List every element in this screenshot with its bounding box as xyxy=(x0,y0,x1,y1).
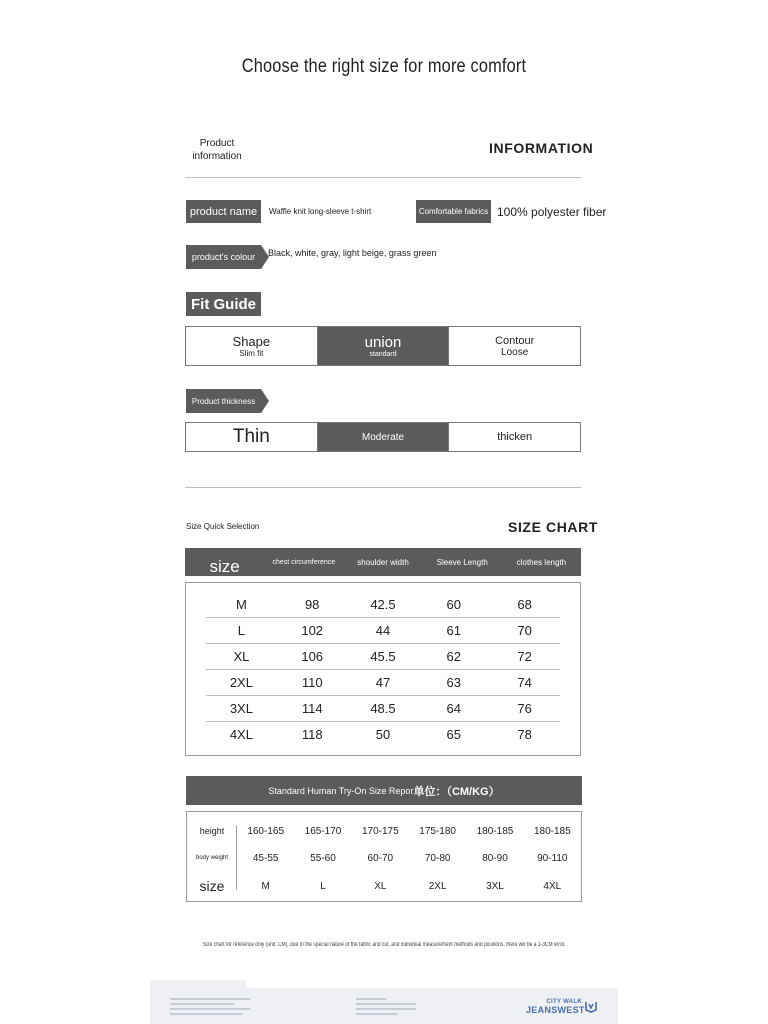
fit-cell-sub: Loose xyxy=(501,346,529,358)
fit-cell-sub: Slim fit xyxy=(239,349,264,358)
weight-value: 45-55 xyxy=(252,852,279,864)
footer-fineprint xyxy=(170,998,250,1015)
information-heading: INFORMATION xyxy=(489,140,594,156)
cell-size: L xyxy=(237,622,246,638)
fabric-tag: Comfortable fabrics xyxy=(416,200,491,223)
cell-size: 4XL xyxy=(229,726,253,742)
product-name-value: Waffle knit long-sleeve t-shirt xyxy=(269,207,372,216)
table-row xyxy=(206,669,560,696)
weight-value: 55-60 xyxy=(310,852,336,864)
header-sleeve: Sleeve Length xyxy=(436,557,488,567)
height-value: 175-180 xyxy=(419,825,456,837)
fit-cell-main: Shape xyxy=(232,334,271,349)
tryon-row-height xyxy=(187,822,581,840)
product-information-label: Product information xyxy=(192,138,242,162)
header-size: size xyxy=(209,556,240,576)
divider xyxy=(185,487,581,488)
thickness-box xyxy=(185,422,581,452)
cell-chest: 118 xyxy=(301,726,323,742)
footer-fineprint xyxy=(356,998,416,1015)
size-value: XL xyxy=(374,880,387,892)
fit-cell-main: Contour xyxy=(495,334,535,347)
fit-guide-tag: Fit Guide xyxy=(186,292,261,316)
brand-top: CITY WALK xyxy=(546,999,582,1005)
height-value: 180-185 xyxy=(533,825,571,837)
cell-size: 3XL xyxy=(229,700,253,716)
fit-cell-shape xyxy=(186,327,318,365)
size-value: 4XL xyxy=(543,880,562,892)
cell-sleeve: 63 xyxy=(446,674,462,690)
header-length: clothes length xyxy=(516,557,567,567)
table-row xyxy=(206,695,560,722)
header-shoulder: shoulder width xyxy=(357,557,409,567)
size-chart-heading: SIZE CHART xyxy=(508,519,598,535)
disclaimer-text: Size chart for reference only (unit: CM), due to the special nature of the fabric and cut, and individual measurement methods and positions, there will be a 1-3CM error. xyxy=(202,942,566,948)
cell-size: 2XL xyxy=(229,674,253,690)
cell-shoulder: 44 xyxy=(375,622,391,638)
footer-logo xyxy=(526,999,585,1015)
table-row xyxy=(206,617,560,644)
brand-main: JEANSWEST xyxy=(526,1005,585,1015)
size-table-header xyxy=(185,548,581,576)
height-value: 180-185 xyxy=(476,825,514,837)
thickness-thin: Thin xyxy=(186,423,318,451)
brand-mark-icon xyxy=(584,1000,598,1019)
cell-length: 70 xyxy=(517,622,532,638)
cell-sleeve: 64 xyxy=(446,700,462,716)
table-row xyxy=(206,643,560,670)
divider xyxy=(185,177,581,178)
height-label: height xyxy=(199,826,225,836)
cell-chest: 114 xyxy=(301,700,323,716)
cell-shoulder: 45.5 xyxy=(370,648,396,664)
height-value: 165-170 xyxy=(304,825,342,837)
fit-cell-sub: standard xyxy=(369,351,397,358)
tryon-title: Standard Human Try-On Size Repor xyxy=(268,785,414,796)
cell-chest: 106 xyxy=(301,648,324,664)
height-value: 160-165 xyxy=(247,825,285,837)
cell-sleeve: 60 xyxy=(446,596,462,612)
cell-shoulder: 42.5 xyxy=(370,596,396,612)
cell-sleeve: 62 xyxy=(446,648,462,664)
cell-length: 72 xyxy=(517,648,532,664)
header-chest: chest circumference xyxy=(272,558,336,566)
fabric-value: 100% polyester fiber xyxy=(497,205,607,219)
thickness-moderate: Moderate xyxy=(318,423,450,451)
page-title: Choose the right size for more comfort xyxy=(241,56,527,77)
cell-chest: 98 xyxy=(304,596,320,612)
size-value: 2XL xyxy=(428,880,447,892)
height-value: 170-175 xyxy=(361,825,399,837)
tryon-unit: 单位：（CM/KG） xyxy=(413,785,500,798)
cell-shoulder: 48.5 xyxy=(370,700,396,716)
fit-cell-union xyxy=(318,327,450,365)
weight-value: 80-90 xyxy=(482,852,508,864)
fit-cell-contour xyxy=(449,327,580,365)
disclaimer-wrap xyxy=(0,933,768,951)
table-row xyxy=(206,721,560,747)
tryon-report-bar xyxy=(186,776,582,805)
weight-value: 60-70 xyxy=(367,852,394,864)
cell-length: 78 xyxy=(517,726,532,742)
cell-sleeve: 61 xyxy=(446,622,462,638)
footer-tab xyxy=(150,980,246,990)
tryon-row-size xyxy=(187,876,581,896)
product-name-tag: product name xyxy=(186,200,261,223)
size-label: size xyxy=(199,878,225,894)
size-value: 3XL xyxy=(486,880,504,892)
product-colour-value: Black, white, gray, light beige, grass green xyxy=(268,248,437,258)
cell-length: 74 xyxy=(517,674,532,690)
cell-shoulder: 50 xyxy=(375,726,391,742)
thickness-thicken: thicken xyxy=(497,431,533,443)
cell-size: M xyxy=(235,596,247,612)
cell-length: 68 xyxy=(517,596,532,612)
product-colour-tag: product's colour xyxy=(186,245,261,269)
fit-guide-box xyxy=(185,326,581,366)
table-row xyxy=(206,591,560,618)
weight-label: body weight xyxy=(195,855,229,861)
cell-sleeve: 65 xyxy=(446,726,462,742)
fit-cell-main: union xyxy=(364,334,402,351)
tryon-table xyxy=(186,811,582,902)
size-value: L xyxy=(320,880,326,892)
thickness-tag: Product thickness xyxy=(186,389,261,413)
size-table xyxy=(185,582,581,756)
size-quick-selection-label: Size Quick Selection xyxy=(186,522,260,531)
cell-chest: 102 xyxy=(301,622,324,638)
cell-chest: 110 xyxy=(301,674,323,690)
cell-size: XL xyxy=(233,648,250,664)
size-value: M xyxy=(261,880,270,892)
weight-value: 70-80 xyxy=(424,852,451,864)
weight-value: 90-110 xyxy=(537,852,568,864)
cell-length: 76 xyxy=(517,700,532,716)
tryon-row-weight xyxy=(187,849,581,867)
cell-shoulder: 47 xyxy=(375,674,391,690)
